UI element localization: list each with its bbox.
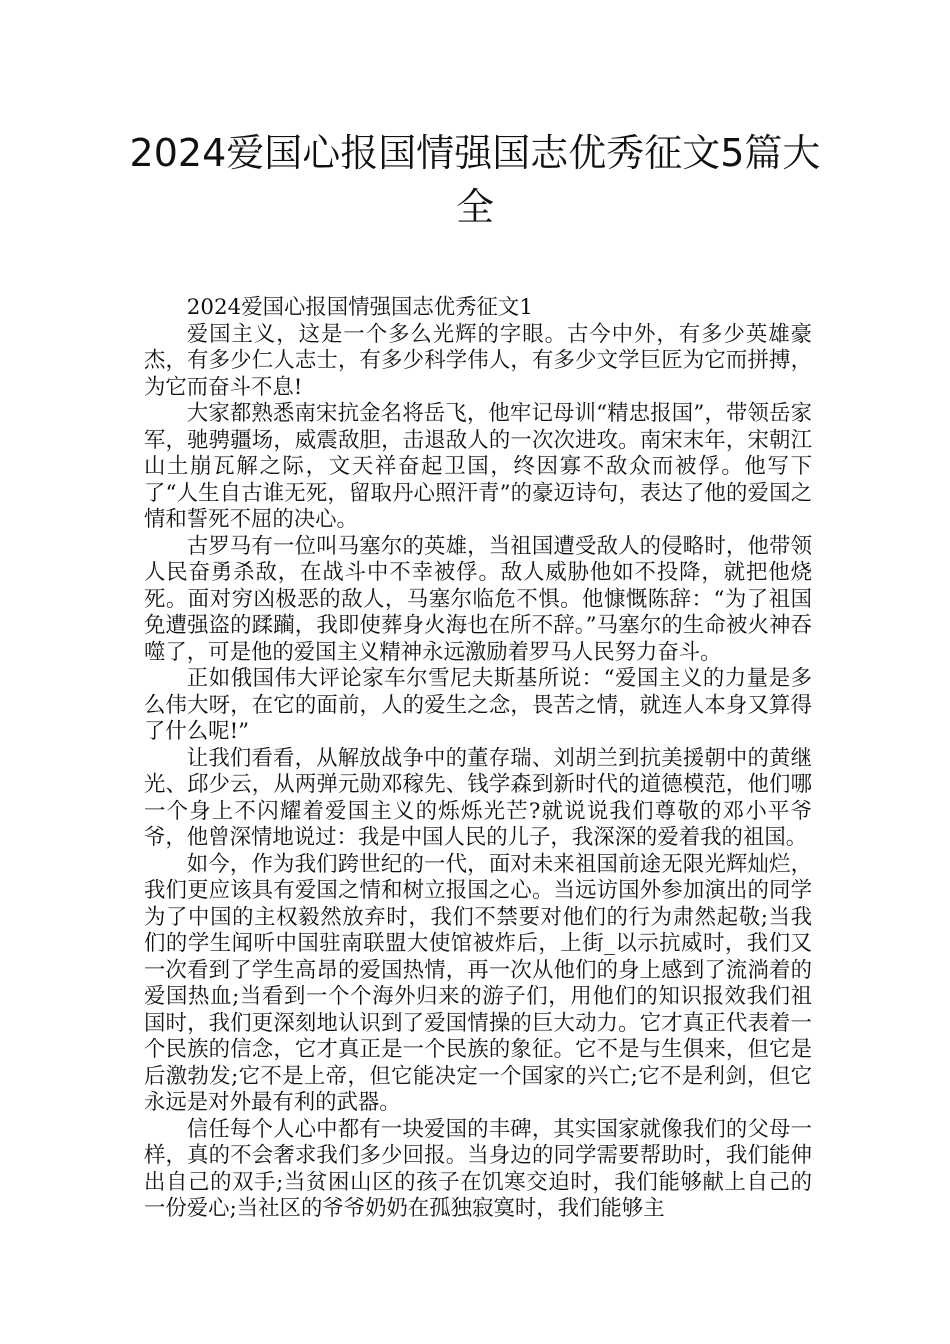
body-paragraph: 古罗马有一位叫马塞尔的英雄，当祖国遭受敌人的侵略时，他带领人民奋勇杀敌，在战斗中不幸被俘。敌人威胁他如不投降，就把他烧死。面对穷凶极恶的敌人，马塞尔临危不惧。他慷慨陈辞：“为了祖国免遭强盗的蹂躏，我即使葬身火海也在所不辞。”马塞尔的生命被火神吞噬了，可是他的爱国主义精神永远激励着罗马人民努力奋斗。 [144,533,812,665]
document-title: 2024爱国心报国情强国志优秀征文5篇大全 [129,131,821,229]
document-body [144,295,812,1223]
body-paragraph: 大家都熟悉南宋抗金名将岳飞，他牢记母训“精忠报国”，带领岳家军，驰骋疆场，威震敌胆，击退敌人的一次次进攻。南宋末年，宋朝江山土崩瓦解之际，文天祥奋起卫国，终因寡不敌众而被俘。他写下了“人生自古谁无死，留取丹心照汗青”的豪迈诗句，表达了他的爱国之情和誓死不屈的决心。 [144,401,812,532]
body-paragraph: 信任每个人心中都有一块爱国的丰碑，其实国家就像我们的父母一样，真的不会奢求我们多少回报。当身边的同学需要帮助时，我们能伸出自己的双手;当贫困山区的孩子在饥寒交迫时，我们能够献上自己的一份爱心;当社区的爷爷奶奶在孤独寂寞时，我们能够主 [144,1116,812,1221]
body-paragraph: 如今，作为我们跨世纪的一代，面对未来祖国前途无限光辉灿烂，我们更应该具有爱国之情和树立报国之心。当远访国外参加演出的同学为了中国的主权毅然放弃时，我们不禁要对他们的行为肃然起敬;当我们的学生闻听中国驻南联盟大使馆被炸后，上街_以示抗威时，我们又一次看到了学生高昂的爱国热情，再一次从他们的身上感到了流淌着的爱国热血;当看到一个个海外归来的游子们，用他们的知识报效我们祖国时，我们更深刻地认识到了爱国情操的巨大动力。它才真正代表着一个民族的信念，它才真正是一个民族的象征。它不是与生俱来，但它是后激勃发;它不是上帝，但它能决定一个国家的兴亡;它不是利剑，但它永远是对外最有利的武器。 [144,851,812,1115]
essay-subtitle: 2024爱国心报国情强国志优秀征文1 [186,295,533,320]
body-paragraph: 让我们看看，从解放战争中的董存瑞、刘胡兰到抗美援朝中的黄继光、邱少云，从两弹元勋邓稼先、钱学森到新时代的道德模范，他们哪一个身上不闪耀着爱国主义的烁烁光芒?就说说我们尊敬的邓小平爷爷，他曾深情地说过：我是中国人民的儿子，我深深的爱着我的祖国。 [144,745,812,850]
body-paragraph: 正如俄国伟大评论家车尔雪尼夫斯基所说：“爱国主义的力量是多么伟大呀，在它的面前，人的爱生之念，畏苦之情，就连人本身又算得了什么呢!” [144,666,812,744]
body-paragraph: 爱国主义，这是一个多么光辉的字眼。古今中外，有多少英雄豪杰，有多少仁人志士，有多少科学伟人，有多少文学巨匠为它而拼搏，为它而奋斗不息! [144,321,812,400]
